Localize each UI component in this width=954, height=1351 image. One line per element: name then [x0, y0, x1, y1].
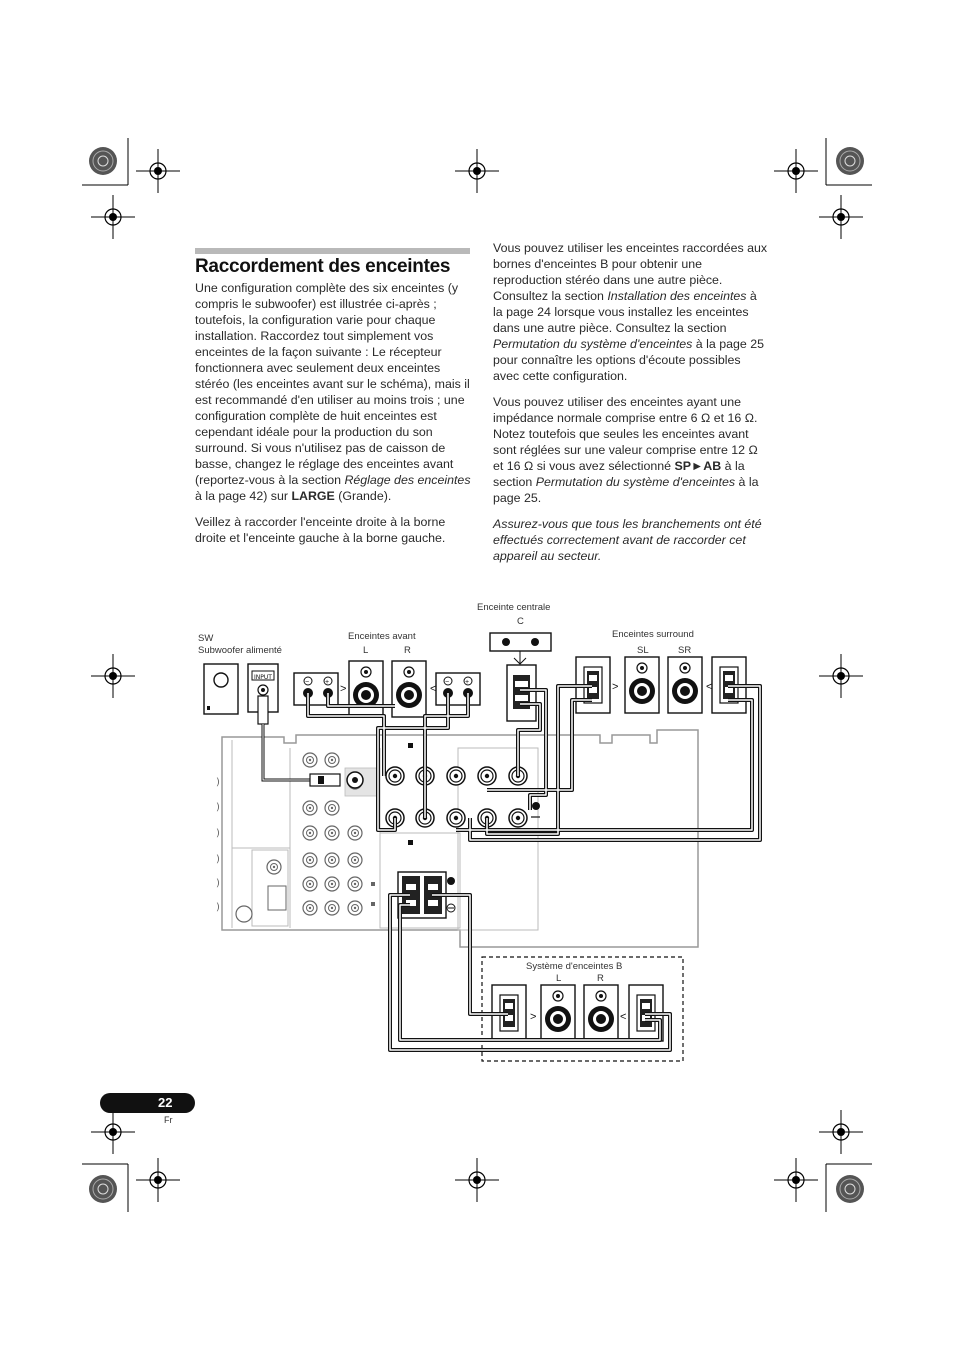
svg-text:<: <: [706, 681, 713, 693]
surround-r-label: SR: [678, 645, 692, 656]
page-number-badge: [100, 1093, 195, 1113]
page-title: Raccordement des enceintes: [195, 256, 451, 277]
paragraph: Notez toutefois que seules les enceintes avant sont réglées sur une valeur comprise entre 12 Ω et 16 Ω si vous avez sélectionné SP►AB à la section Permutation du système d'enceintes à la page 25.: [493, 427, 759, 505]
front-speakers-label: Enceintes avant: [348, 631, 416, 642]
svg-text:): ): [216, 828, 220, 839]
svg-text:): ): [216, 777, 220, 788]
surround-l-label: SL: [637, 645, 649, 656]
paragraph: Une configuration complète des six enceintes (y compris le subwoofer) est illustrée ci-après ; toutefois, la configuration varie pour chaque installation. Raccordez tout simplement vos enceintes de la façon suivante : Le récepteur fonctionnera avec seulement deux enceintes stéréo (les enceintes avant sur le schéma), mais il est recommandé d'en utiliser au moins trois ; une configuration complète de huit enceintes est cependant idéale pour la production du son surround. Si vous n'utilisez pas de caisson de basse, changez le réglage des enceintes avant (reportez-vous à la section Réglage des enceintes à la page 42) sur LARGE (Grande).: [195, 281, 471, 503]
b-l-label: L: [556, 973, 562, 984]
center-speaker-label: Enceinte centrale: [477, 602, 551, 613]
note: Assurez-vous que tous les branchements ont été effectués correctement avant de raccorder cet appareil au secteur.: [493, 517, 762, 563]
sw-label: SW: [198, 633, 214, 644]
subwoofer-label: Subwoofer alimenté: [198, 645, 282, 656]
svg-text:−: −: [445, 679, 450, 686]
front-l-label: L: [363, 645, 369, 656]
speaker-b-label: Système d'enceintes B: [526, 961, 623, 972]
page-number: 22: [158, 1095, 173, 1110]
paragraph: Veillez à raccorder l'enceinte droite à la borne droite et l'enceinte gauche à la borne gauche.: [195, 515, 446, 545]
svg-text:−: −: [305, 679, 310, 686]
language-code: Fr: [164, 1115, 173, 1125]
paragraph: Vous pouvez utiliser des enceintes ayant une impédance normale comprise entre 6 Ω et 16 Ω.: [493, 395, 758, 425]
paragraph: Vous pouvez utiliser les enceintes raccordées aux bornes d'enceintes B pour obtenir une reproduction stéréo dans une autre pièce. Consultez la section Installation des enceintes à la page 24 lorsque vous installez les enceintes dans une autre pièce. Consultez la section Permutation du système d'enceintes à la page 25 pour connaître les options d'écoute possibles avec cette configuration.: [493, 241, 768, 383]
b-r-label: R: [597, 973, 604, 984]
svg-text:+: +: [325, 679, 330, 686]
svg-text:<: <: [620, 1011, 627, 1023]
svg-text:>: >: [340, 683, 347, 695]
svg-text:>: >: [530, 1011, 537, 1023]
center-speaker-letter: C: [517, 616, 524, 627]
svg-text:>: >: [612, 681, 619, 693]
input-text: INPUT: [254, 674, 272, 681]
svg-text:+: +: [465, 679, 470, 686]
surround-speakers-label: Enceintes surround: [612, 629, 694, 640]
svg-text:): ): [216, 878, 220, 889]
svg-text:): ): [216, 802, 220, 813]
front-r-label: R: [404, 645, 411, 656]
svg-text:<: <: [430, 683, 437, 695]
svg-text:): ): [216, 902, 220, 913]
svg-text:): ): [216, 854, 220, 865]
